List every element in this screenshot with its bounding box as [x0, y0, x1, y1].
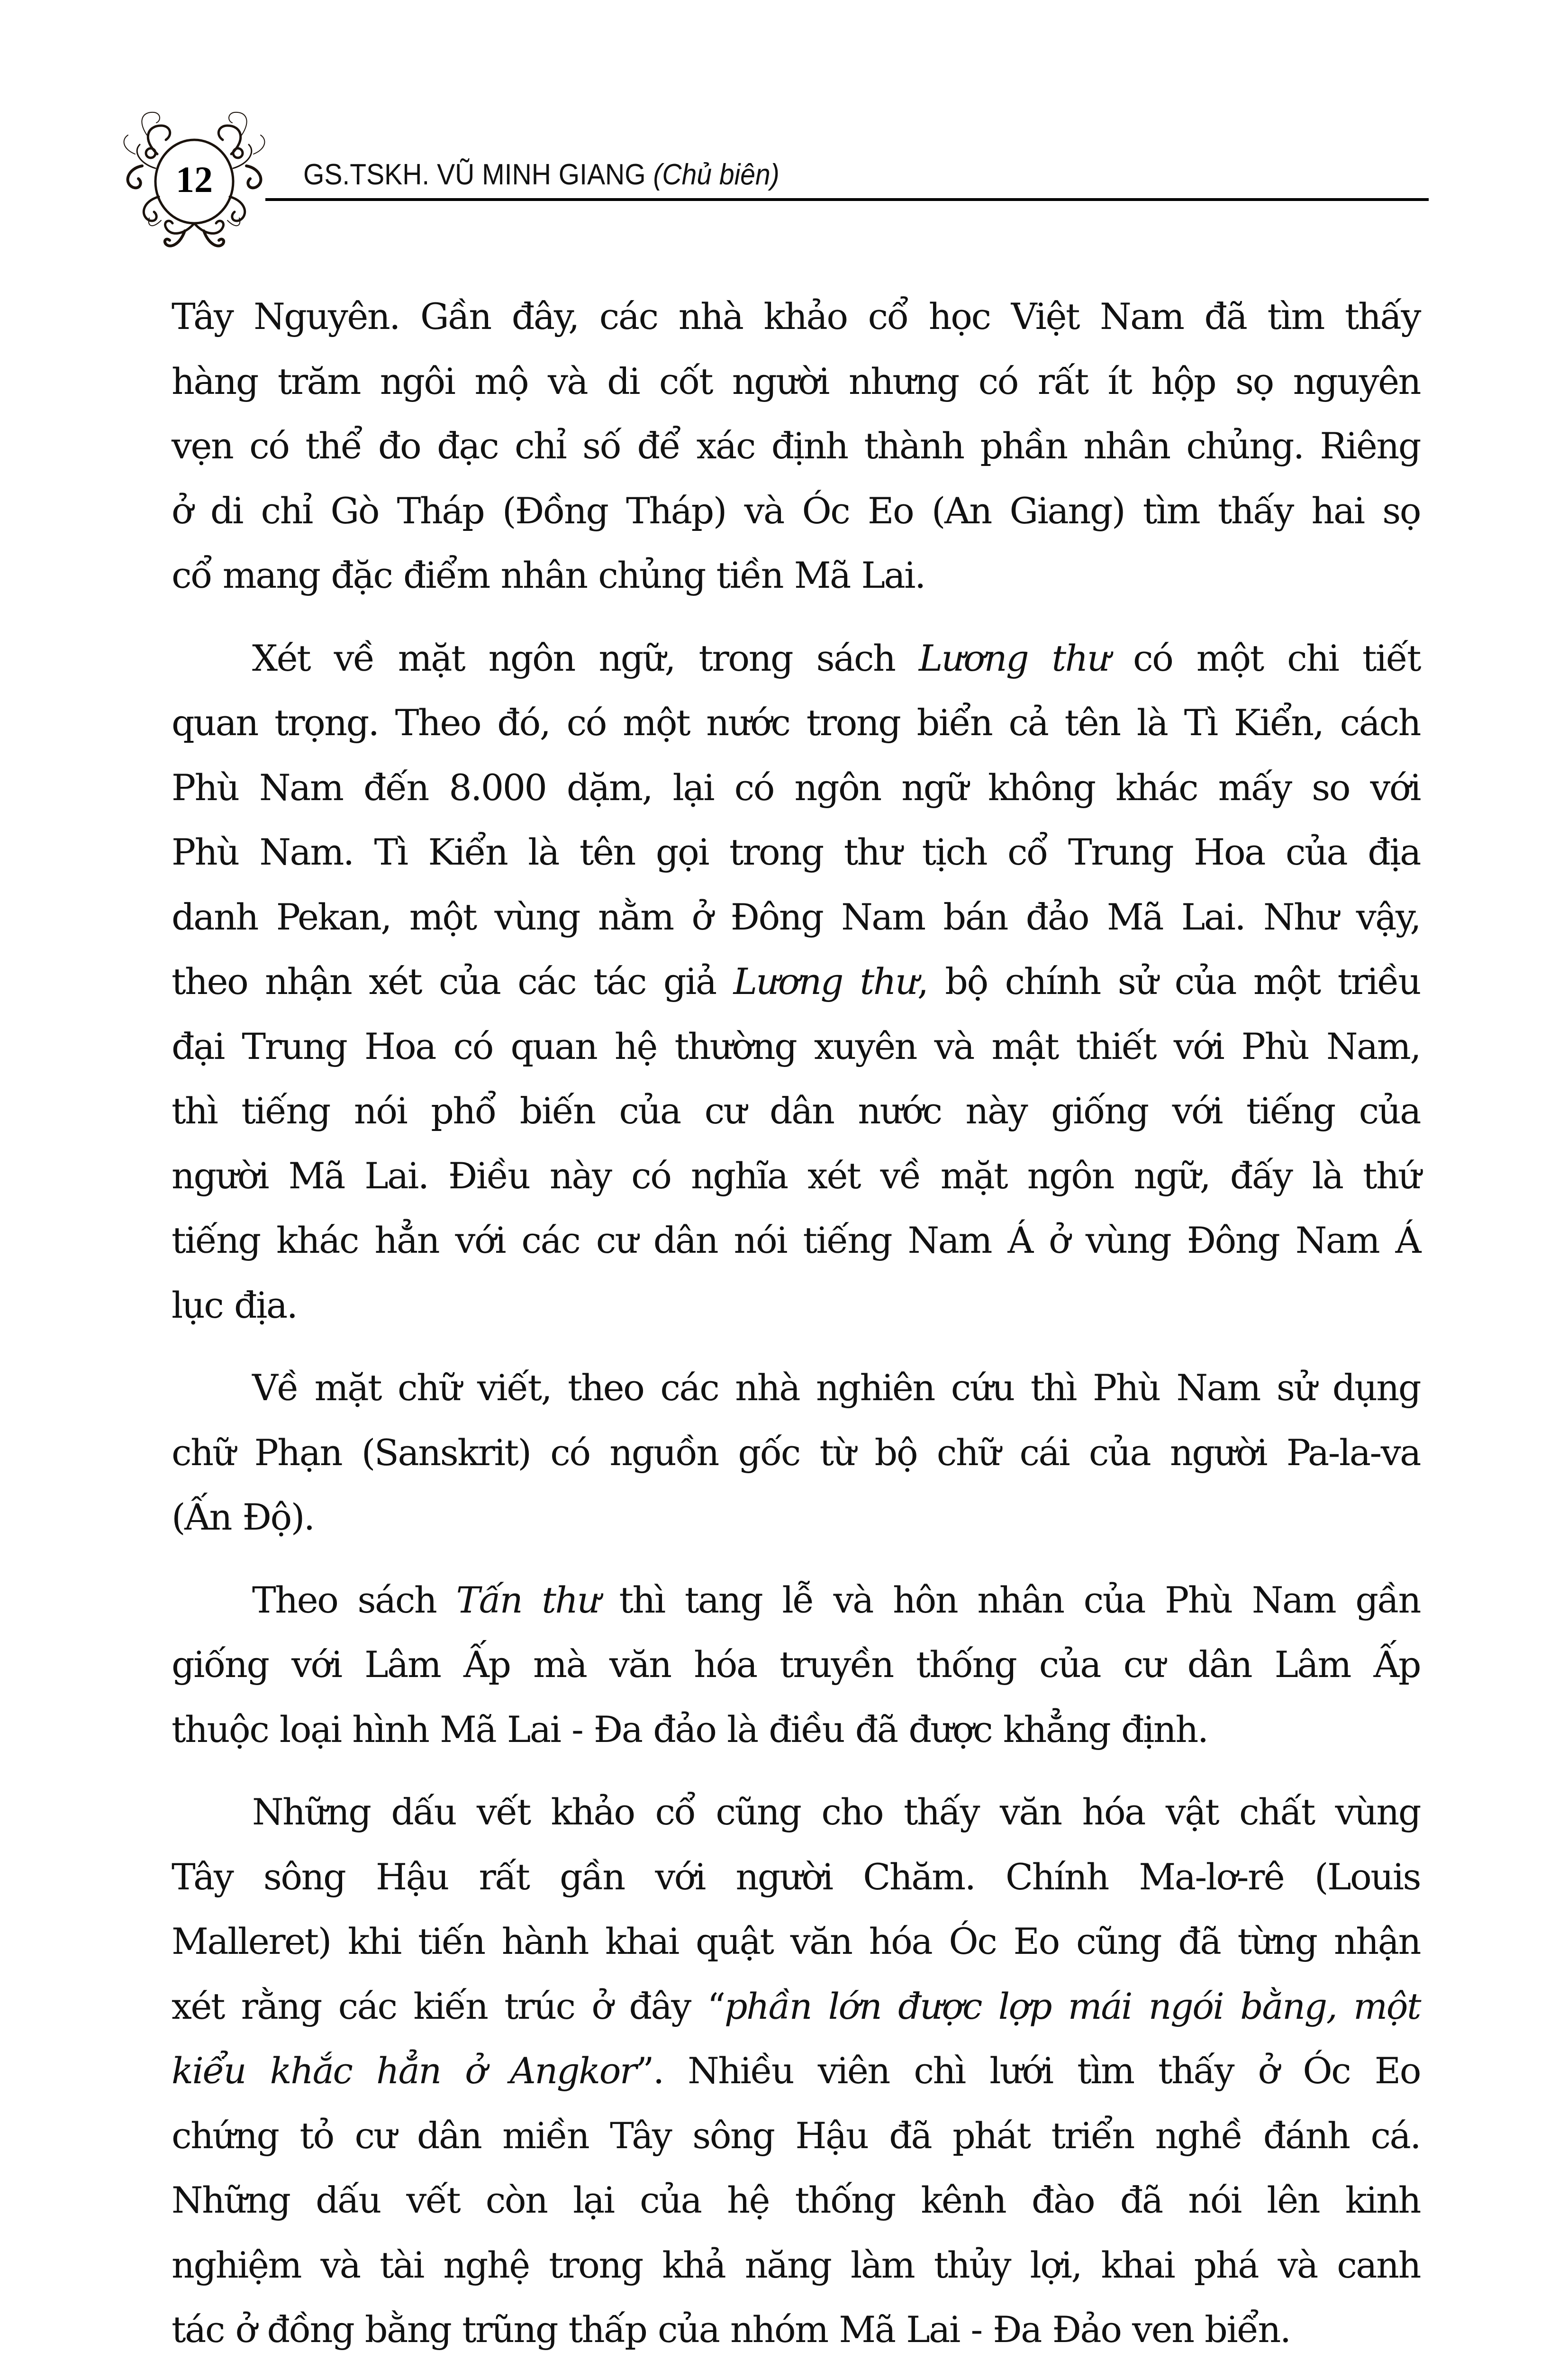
- text-line: [172, 1632, 1420, 1697]
- paragraph: [172, 1780, 1420, 2362]
- text-segment: có một chi tiết: [1109, 637, 1420, 679]
- text-segment: theo nhận xét của các tác giả: [172, 960, 734, 1003]
- text-line: [172, 284, 1420, 349]
- text-segment: chữ Phạn (Sanskrit) có nguồn gốc từ bộ chữ cái của người Pa-la-va: [172, 1431, 1420, 1474]
- italic-text: Lương thư: [733, 960, 917, 1003]
- text-segment: thuộc loại hình Mã Lai - Đa đảo là điều đã được khẳng định.: [172, 1708, 1208, 1750]
- text-segment: chứng tỏ cư dân miền Tây sông Hậu đã phát triển nghề đánh cá.: [172, 2114, 1420, 2157]
- text-line: [172, 349, 1420, 414]
- text-line: [172, 1421, 1420, 1486]
- running-head: [303, 158, 779, 191]
- italic-text: kiểu khắc hẳn ở Angkor: [172, 2050, 636, 2092]
- text-line: [172, 626, 1420, 691]
- text-segment: vẹn có thể đo đạc chỉ số để xác định thành phần nhân chủng. Riêng: [172, 425, 1420, 467]
- text-segment: Tây Nguyên. Gần đây, các nhà khảo cổ học Việt Nam đã tìm thấy: [172, 295, 1420, 337]
- text-line: [172, 1845, 1420, 1910]
- text-segment: Phù Nam. Tì Kiển là tên gọi trong thư tịch cổ Trung Hoa của địa: [172, 831, 1420, 873]
- italic-text: Lương thư: [918, 637, 1109, 679]
- text-segment: Malleret) khi tiến hành khai quật văn hóa Óc Eo cũng đã từng nhận: [172, 1920, 1420, 1962]
- text-segment: Tây sông Hậu rất gần với người Chăm. Chính Ma-lơ-rê (Louis: [172, 1855, 1420, 1898]
- text-segment: hàng trăm ngôi mộ và di cốt người nhưng có rất ít hộp sọ nguyên: [172, 360, 1420, 402]
- paragraph: [172, 284, 1420, 608]
- text-line: [172, 1568, 1420, 1633]
- text-line: [172, 2168, 1420, 2233]
- text-segment: người Mã Lai. Điều này có nghĩa xét về mặt ngôn ngữ, đấy là thứ: [172, 1154, 1420, 1197]
- header-rule: [265, 198, 1429, 201]
- text-segment: danh Pekan, một vùng nằm ở Đông Nam bán đảo Mã Lai. Như vậy,: [172, 895, 1420, 938]
- text-line: [172, 1144, 1420, 1209]
- text-line: [172, 414, 1420, 479]
- italic-text: Tấn thư: [456, 1578, 599, 1621]
- italic-text: phần lớn được lợp mái ngói bằng, một: [724, 1985, 1420, 2027]
- body-text: [172, 284, 1420, 2370]
- text-segment: thì tang lễ và hôn nhân của Phù Nam gần: [599, 1578, 1421, 1621]
- text-line: [172, 1208, 1420, 1273]
- text-segment: Xét về mặt ngôn ngữ, trong sách: [252, 637, 919, 679]
- text-segment: quan trọng. Theo đó, có một nước trong biển cả tên là Tì Kiển, cách: [172, 702, 1420, 744]
- text-segment: , bộ chính sử của một triều: [917, 960, 1420, 1003]
- text-segment: thì tiếng nói phổ biến của cư dân nước này giống với tiếng của: [172, 1090, 1420, 1132]
- paragraph: [172, 626, 1420, 1338]
- text-segment: (Ấn Độ).: [172, 1496, 314, 1538]
- text-line: [172, 543, 1420, 608]
- text-line: [172, 2297, 1420, 2362]
- text-line: [172, 756, 1420, 820]
- text-line: [172, 691, 1420, 756]
- running-head-author: GS.TSKH. VŨ MINH GIANG: [303, 158, 653, 191]
- text-line: [172, 1273, 1420, 1338]
- text-line: [172, 2233, 1420, 2298]
- text-line: [172, 2039, 1420, 2104]
- text-line: [172, 1014, 1420, 1079]
- text-segment: xét rằng các kiến trúc ở đây “: [172, 1985, 725, 2027]
- text-segment: lục địa.: [172, 1284, 297, 1326]
- running-head-editor-role: (Chủ biên): [653, 158, 779, 191]
- text-line: [172, 1079, 1420, 1144]
- text-segment: Theo sách: [252, 1578, 456, 1621]
- text-segment: giống với Lâm Ấp mà văn hóa truyền thống của cư dân Lâm Ấp: [172, 1643, 1420, 1686]
- text-segment: nghiệm và tài nghệ trong khả năng làm thủy lợi, khai phá và canh: [172, 2243, 1420, 2286]
- text-segment: Phù Nam đến 8.000 dặm, lại có ngôn ngữ không khác mấy so với: [172, 766, 1420, 809]
- text-line: [172, 1780, 1420, 1845]
- text-line: [172, 2104, 1420, 2169]
- page-number: 12: [176, 159, 213, 200]
- text-line: [172, 949, 1420, 1014]
- text-segment: cổ mang đặc điểm nhân chủng tiền Mã Lai.: [172, 554, 925, 596]
- paragraph: [172, 1356, 1420, 1550]
- text-line: [172, 1909, 1420, 1974]
- text-line: [172, 1974, 1420, 2039]
- text-segment: ”. Nhiều viên chì lưới tìm thấy ở Óc Eo: [635, 2050, 1420, 2092]
- text-segment: ở di chỉ Gò Tháp (Đồng Tháp) và Óc Eo (An Giang) tìm thấy hai sọ: [172, 489, 1420, 532]
- text-line: [172, 885, 1420, 950]
- text-segment: Những dấu vết còn lại của hệ thống kênh đào đã nói lên kinh: [172, 2179, 1420, 2221]
- text-line: [172, 1485, 1420, 1550]
- text-segment: tiếng khác hẳn với các cư dân nói tiếng Nam Á ở vùng Đông Nam Á: [172, 1219, 1420, 1261]
- text-segment: Về mặt chữ viết, theo các nhà nghiên cứu thì Phù Nam sử dụng: [252, 1367, 1420, 1409]
- text-line: [172, 820, 1420, 885]
- text-line: [172, 1697, 1420, 1762]
- text-line: [172, 479, 1420, 544]
- text-line: [172, 1356, 1420, 1421]
- text-segment: đại Trung Hoa có quan hệ thường xuyên và mật thiết với Phù Nam,: [172, 1025, 1420, 1067]
- text-segment: tác ở đồng bằng trũng thấp của nhóm Mã Lai - Đa Đảo ven biển.: [172, 2308, 1290, 2351]
- paragraph: [172, 1568, 1420, 1762]
- text-segment: Những dấu vết khảo cổ cũng cho thấy văn hóa vật chất vùng: [252, 1791, 1420, 1833]
